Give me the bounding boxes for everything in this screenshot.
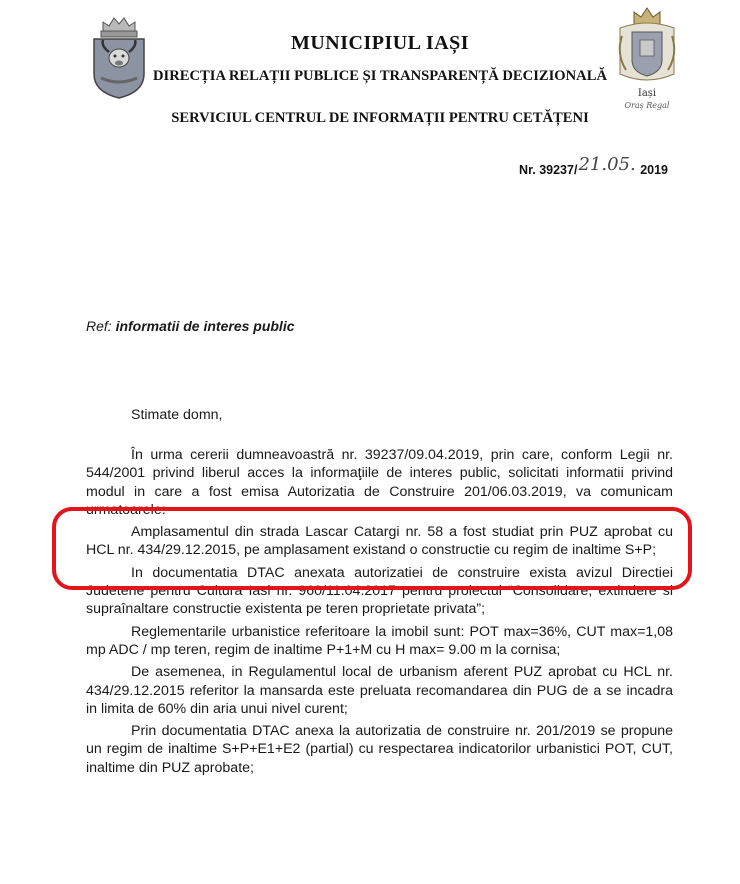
reference-label: Ref: xyxy=(86,318,112,334)
paragraph: De asemenea, in Regulamentul local de urbanism aferent PUZ aprobat cu HCL nr. 434/29.12.2015 referitor la mansarda este preluata recomandarea din PUG de a se incadra in limita de 60% din aria unui nivel curent; xyxy=(86,664,673,717)
paragraph: Amplasamentul din strada Lascar Catargi nr. 58 a fost studiat prin PUZ aprobat cu HCL nr. 434/29.12.2015, pe amplasament existand o constructie cu regim de inaltime S+P; xyxy=(86,524,673,559)
logo-text-iasi: Iași xyxy=(637,88,657,99)
institution-title: MUNICIPIUL IAȘI xyxy=(290,32,470,54)
iasi-coat-of-arms-icon xyxy=(89,12,149,100)
service-name: SERVICIUL CENTRUL DE INFORMAȚII PENTRU CETĂȚENI xyxy=(171,110,589,126)
paragraph: În urma cererii dumneavoastră nr. 39237/09.04.2019, prin care, conform Legii nr. 544/2001 privind liberul acces la informaţiile de interes public, solicitati informatii privind modul in care a fost emisa Autorizatia de Construire 201/06.03.2019, va comunicam urmatoarele: xyxy=(86,447,673,518)
directorate-name: DIRECȚIA RELAȚII PUBLICE ȘI TRANSPARENȚĂ DECIZIONALĂ xyxy=(153,68,607,84)
reference-line xyxy=(86,318,295,334)
letter-body xyxy=(86,446,673,781)
registration-number xyxy=(519,154,668,179)
paragraph: Prin documentatia DTAC anexa la autorizatia de construire nr. 201/2019 se propune un regim de inaltime S+P+E1+E2 (partial) cu respectarea indicatorilor urbanistici POT, CUT, inaltime din PUZ aprobate; xyxy=(86,723,673,776)
registration-prefix: Nr. 39237/ xyxy=(519,163,578,177)
paragraph: In documentatia DTAC anexata autorizatiei de construire exista avizul Directiei Judetene pentru Cultura Iasi nr. 960/11.04.2017 pentru proiectul “Consolidare, extindere si supraînaltare constructie existenta pe teren proprietate privata”; xyxy=(86,564,673,618)
registration-year: 2019 xyxy=(640,163,668,177)
paragraph: Reglementarile urbanistice referitoare la imobil sunt: POT max=36%, CUT max=1,08 mp ADC / mp teren, regim de inaltime P+1+M cu H max= 9.00 m la cornisa; xyxy=(86,623,673,658)
logo-text-oras-regal: Oraș Regal xyxy=(624,101,670,110)
reference-subject: informatii de interes public xyxy=(115,318,295,334)
greeting: Stimate domn, xyxy=(131,407,223,423)
red-highlight-annotation xyxy=(52,507,692,590)
handwritten-date: 21.05. xyxy=(578,154,636,175)
iasi-royal-city-logo-icon xyxy=(612,6,682,112)
